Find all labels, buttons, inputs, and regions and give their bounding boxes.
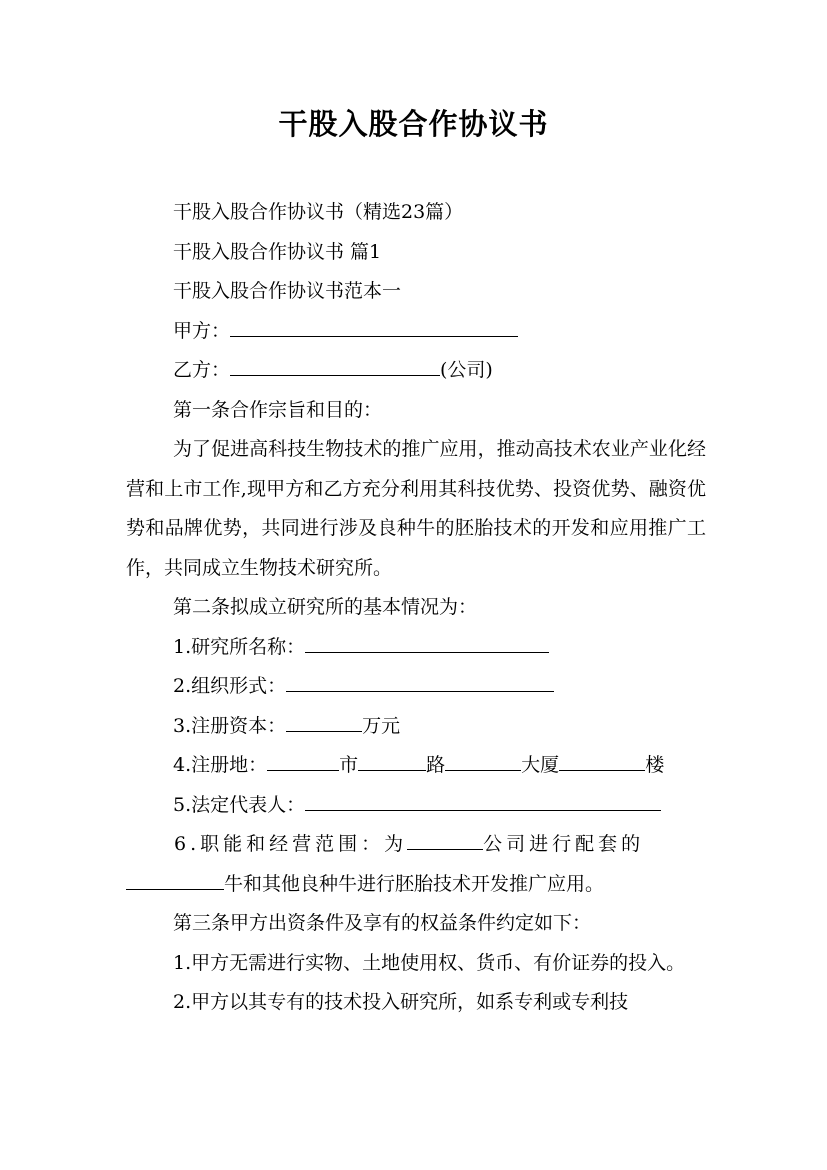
document-title: 干股入股合作协议书 bbox=[278, 107, 549, 141]
road-blank bbox=[358, 750, 426, 771]
item-1-line bbox=[126, 628, 706, 668]
party-b-label: 乙方： bbox=[173, 359, 231, 381]
article-1-heading: 第一条合作宗旨和目的： bbox=[173, 398, 383, 421]
item-5-line bbox=[126, 786, 706, 826]
party-b-line bbox=[126, 351, 706, 391]
subtitle-line: 干股入股合作协议书（精选23篇） bbox=[173, 201, 464, 223]
registered-capital-blank bbox=[286, 711, 362, 732]
city-blank bbox=[267, 750, 339, 771]
document-body bbox=[126, 193, 706, 1023]
template-heading: 干股入股合作协议书范本一 bbox=[173, 280, 402, 302]
item-4-city: 市 bbox=[339, 754, 359, 776]
party-a-line bbox=[126, 312, 706, 352]
floor-blank bbox=[559, 750, 645, 771]
company-blank bbox=[407, 829, 483, 850]
article-3-item-1: 1.甲方无需进行实物、土地使用权、货币、有价证券的投入。 bbox=[173, 951, 686, 974]
party-b-blank bbox=[230, 355, 440, 376]
company-note: (公司) bbox=[440, 359, 493, 381]
cattle-type-blank bbox=[126, 869, 224, 890]
item-3-unit: 万元 bbox=[362, 714, 401, 737]
article-1-text: 为了促进高科技生物技术的推广应用，推动高技术农业产业化经营和上市工作,现甲方和乙方充分利用其科技优势、投资优势、融资优势和品牌优势，共同进行涉及良种牛的胚胎技术的开发和应用推广工作，共同成立生物技术研究所。 bbox=[126, 438, 706, 579]
item-3-label: 3.注册资本： bbox=[173, 714, 287, 737]
organization-form-blank bbox=[286, 671, 554, 692]
item-6-line bbox=[126, 825, 706, 865]
article-3-heading: 第三条甲方出资条件及享有的权益条件约定如下： bbox=[173, 912, 592, 934]
institute-name-blank bbox=[305, 632, 549, 653]
party-a-blank bbox=[230, 316, 518, 337]
item-4-floor: 楼 bbox=[645, 754, 665, 776]
article-3-item-2: 2.甲方以其专有的技术投入研究所，如系专利或专利技 bbox=[173, 991, 629, 1013]
item-1-label: 1.研究所名称： bbox=[173, 635, 306, 658]
item-2-line bbox=[126, 667, 706, 707]
item-4-line bbox=[126, 746, 706, 786]
item-6-text-a: 6.职能和经营范围：为 bbox=[174, 833, 408, 855]
item-4-road: 路 bbox=[426, 754, 446, 776]
item-4-building: 大厦 bbox=[521, 754, 560, 776]
item-4-label: 4.注册地： bbox=[173, 754, 268, 776]
item-5-label: 5.法定代表人： bbox=[173, 793, 306, 816]
article-2-heading: 第二条拟成立研究所的基本情况为： bbox=[173, 596, 478, 618]
building-blank bbox=[445, 750, 521, 771]
item-3-line bbox=[126, 707, 706, 747]
section-heading: 干股入股合作协议书 篇1 bbox=[173, 240, 382, 263]
item-6-line-2 bbox=[126, 865, 706, 905]
party-a-label: 甲方： bbox=[173, 319, 231, 342]
legal-representative-blank bbox=[305, 790, 661, 811]
item-6-text-b: 公司进行配套的 bbox=[483, 833, 645, 855]
item-2-label: 2.组织形式： bbox=[173, 675, 287, 697]
item-6-text-c: 牛和其他良种牛进行胚胎技术开发推广应用。 bbox=[224, 872, 605, 895]
